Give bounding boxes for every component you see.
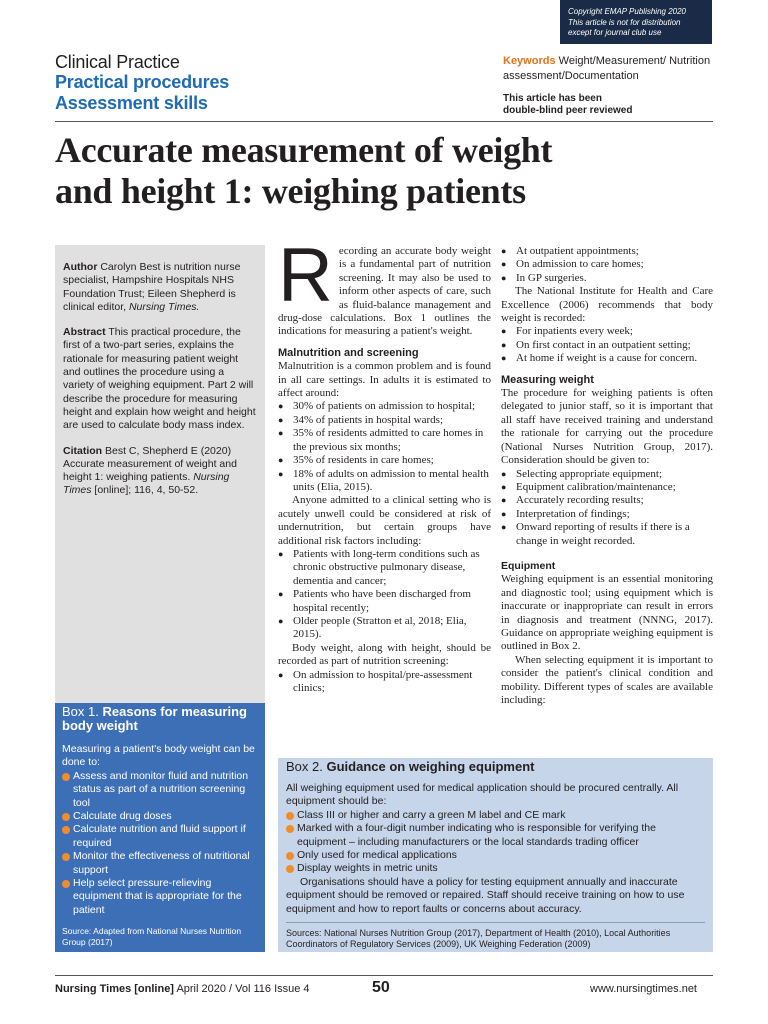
malnutrition-stats-list [278, 400, 491, 494]
list-item: Marked with a four-digit number indicating who is responsible for verifying the equipment – including manufacturers or the local standards trading officer [286, 822, 705, 849]
list-item: Assess and monitor fluid and nutrition status as part of a nutrition screening tool [62, 770, 258, 810]
copyright-line: Copyright EMAP Publishing 2020 [568, 7, 686, 16]
title-line: and height 1: weighing patients [55, 171, 526, 211]
record-times-list-cont [501, 245, 713, 285]
author-label: Author [63, 261, 98, 273]
box2-divider [286, 922, 705, 923]
nice-recommendations-list [501, 325, 713, 365]
considerations-list [501, 468, 713, 548]
copyright-notice [560, 0, 712, 44]
list-item: ● At home if weight is a cause for concern. [501, 352, 713, 365]
list-item: Monitor the effectiveness of nutritional support [62, 850, 258, 877]
box2-title [286, 760, 705, 774]
list-item: ● Older people (Stratton et al, 2018; Elia, 2015). [278, 615, 491, 642]
abstract [63, 326, 257, 432]
list-item: ● On admission to care homes; [501, 258, 713, 271]
abstract-text: This practical procedure, the first of a two-part series, explains the rationale for measuring patient weight and outlines the procedure using a variety of weighing equipment. Part 2 will describe the procedure for measuring height and explain how weight and height are used to calculate body mass index. [63, 326, 256, 432]
footer-divider [55, 975, 713, 976]
box2-heading: Guidance on weighing equipment [326, 759, 535, 774]
record-times-list [278, 669, 491, 696]
section-subheading: Practical procedures [55, 72, 230, 92]
citation-text: Best C, Shepherd E (2020) Accurate measurement of weight and height 1: weighing patients. [63, 444, 237, 484]
box1-source: Source: Adapted from National Nurses Nutrition Group (2017) [62, 926, 242, 947]
footer-issue: April 2020 / Vol 116 Issue 4 [176, 983, 310, 995]
title-line: Accurate measurement of weight [55, 130, 553, 170]
copyright-line: This article is not for distribution [568, 17, 681, 27]
box2-weighing-equipment-guidance [278, 758, 713, 952]
heading-malnutrition: Malnutrition and screening [278, 346, 419, 359]
peer-review-note [503, 93, 703, 117]
risk-groups-list [278, 548, 491, 642]
list-item: ● 34% of patients in hospital wards; [278, 414, 491, 427]
list-item: ● Onward reporting of results if there is a change in weight recorded. [501, 521, 713, 548]
list-item: ● Patients who have been discharged from hospital recently; [278, 588, 491, 615]
author-journal: Nursing Times. [128, 300, 200, 313]
intro-text: ecording an accurate body weight is a fundamental part of nutrition screening. It may also be used to inform other aspects of care, such as fluid-balance management and drug-dose calculations. Box 1 outlines the indications for measuring a patient's weight. [278, 245, 491, 338]
box1-intro: Measuring a patient's body weight can be done to: [62, 743, 255, 769]
footer-publication [55, 983, 310, 995]
list-item: Calculate nutrition and fluid support if required [62, 823, 258, 850]
heading-measuring-weight: Measuring weight [501, 373, 594, 386]
peer-review-line: double-blind peer reviewed [503, 105, 633, 116]
box1-heading: Reasons for measuring body weight [62, 704, 247, 733]
citation-journal: Nursing Times [63, 471, 230, 497]
list-item: Help select pressure-relieving equipment that is appropriate for the patient [62, 877, 258, 917]
citation-rest: [online]; 116, 4, 50-52. [94, 484, 199, 497]
list-item: ● 18% of adults on admission to mental health units (Elia, 2015). [278, 468, 491, 495]
list-item: ● Accurately recording results; [501, 494, 713, 507]
abstract-label: Abstract [63, 326, 106, 339]
paragraph: Anyone admitted to a clinical setting who is acutely unwell could be considered at risk of undernutrition, but certain groups have additional risk factors including: [278, 494, 491, 547]
body-column-2 [278, 233, 491, 695]
paragraph: Weighing equipment is an essential monitoring and diagnostic tool; using equipment which is inaccurate or inappropriate can result in errors in diagnosis and treatment (NNNG, 2017). Guidance on appropriate weighing equipment is outlined in Box 2. [501, 573, 713, 653]
paragraph: When selecting equipment it is important to consider the patient's clinical condition and mobility. Different types of scales are available including: [501, 653, 713, 706]
box2-list [286, 809, 705, 876]
body-column-3 [501, 245, 713, 707]
intro-paragraph [278, 233, 491, 339]
citation-label: Citation [63, 444, 103, 457]
box2-policy-text: Organisations should have a policy for testing equipment annually and inaccurate equipment should be removed or repaired. Staff should receive training on how to use equipment and how to report faults or concerns about accuracy. [286, 875, 685, 915]
list-item: ● On admission to hospital/pre-assessment clinics; [278, 669, 491, 696]
list-item: ● Selecting appropriate equipment; [501, 468, 713, 481]
list-item: ● At outpatient appointments; [501, 245, 713, 258]
list-item: Display weights in metric units [286, 862, 705, 875]
list-item: ● On first contact in an outpatient setting; [501, 339, 713, 352]
list-item: ● Patients with long-term conditions such as chronic obstructive pulmonary disease, dementia and cancer; [278, 548, 491, 588]
box2-number: Box 2. [286, 759, 323, 774]
paragraph: The procedure for weighing patients is often delegated to junior staff, so it is important that all staff have received training and understand the rationale for carrying out the procedure (National Nurses Nutrition Group, 2017). Consideration should be given to: [501, 387, 713, 467]
footer-brand: Nursing Times [online] [55, 983, 174, 995]
list-item: Only used for medical applications [286, 849, 705, 862]
list-item: ● 30% of patients on admission to hospital; [278, 400, 491, 413]
section-subheading: Assessment skills [55, 93, 208, 113]
list-item: ● 35% of residents admitted to care homes in the previous six months; [278, 427, 491, 454]
box1-reasons-for-weighing [55, 703, 265, 952]
paragraph: Body weight, along with height, should be recorded as part of nutrition screening: [278, 641, 491, 668]
copyright-line: except for journal club use [568, 28, 662, 37]
page-number: 50 [372, 979, 390, 996]
keywords-label: Keywords [503, 55, 556, 67]
box1-number: Box 1. [62, 704, 99, 719]
article-info-panel [55, 245, 265, 703]
peer-review-line: This article has been [503, 93, 602, 104]
section-kicker: Clinical Practice [55, 52, 180, 72]
list-item: ● For inpatients every week; [501, 325, 713, 338]
list-item: ● 35% of residents in care homes; [278, 454, 491, 467]
author-text: Carolyn Best is nutrition nurse specialist, Hampshire Hospitals NHS Foundation Trust; Eileen Shepherd is clinical editor, [63, 261, 241, 313]
list-item: ● Interpretation of findings; [501, 508, 713, 521]
list-item: Calculate drug doses [62, 810, 258, 823]
list-item: ● In GP surgeries. [501, 272, 713, 285]
citation [63, 445, 257, 498]
author-info [63, 261, 257, 314]
heading-equipment: Equipment [501, 559, 556, 572]
paragraph: Malnutrition is a common problem and is found in all care settings. In adults it is estimated to affect around: [278, 360, 491, 400]
list-item: ● Equipment calibration/maintenance; [501, 481, 713, 494]
paragraph: The National Institute for Health and Care Excellence (2006) recommends that body weight is recorded: [501, 285, 713, 325]
keywords [503, 54, 718, 84]
box2-source: Sources: National Nurses Nutrition Group (2017), Department of Health (2010), Local Authorities Coordinators of Regulatory Services (2009), UK Weighing Federation (2009) [286, 928, 671, 950]
list-item: Class III or higher and carry a green M label and CE mark [286, 809, 705, 822]
header-divider [55, 121, 713, 122]
drop-cap: R [278, 233, 333, 318]
box1-title [62, 705, 258, 733]
footer-url: www.nursingtimes.net [590, 983, 697, 995]
box2-intro: All weighing equipment used for medical application should be procured centrally. All equipment should be: [286, 782, 679, 808]
article-title [55, 130, 715, 212]
keywords-text: Weight/Measurement/ Nutrition assessment/Documentation [503, 55, 711, 82]
box1-list [62, 770, 258, 917]
